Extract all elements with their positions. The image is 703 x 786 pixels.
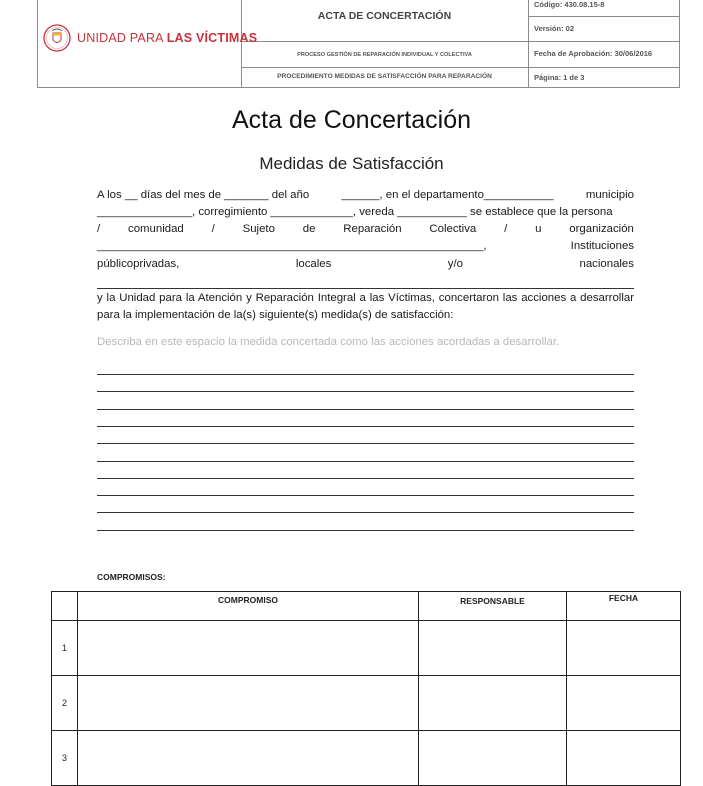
line-segment: y/o [447,258,463,270]
writing-line[interactable] [97,495,634,496]
paragraph-line [97,187,634,204]
writing-line[interactable] [97,512,634,513]
responsable-cell[interactable] [419,676,567,731]
line-segment: _______________, corregimiento _____________, vereda ___________ se establece que la persona [97,206,613,218]
header-divider [528,0,529,87]
paragraph-line [97,256,634,273]
line-segment: organización [569,223,634,235]
description-placeholder[interactable]: Describa en este espacio la medida concertada como las acciones acordadas a desarrollar. [97,336,560,348]
logo-text-part1: UNIDAD PARA [77,31,164,45]
header-process: PROCESO GESTIÓN DE REPARACIÓN INDIVIDUAL Y COLECTIVA [297,52,472,58]
header-procedure: PROCEDIMIENTO MEDIDAS DE SATISFACCIÓN PARA REPARACIÓN [277,73,492,80]
responsable-cell[interactable] [419,621,567,676]
writing-line[interactable] [97,478,634,479]
table-row [52,731,681,786]
line-segment: Instituciones [570,240,634,252]
paragraph-line [97,238,634,255]
table-header-row [52,592,681,621]
fecha-cell[interactable] [567,676,681,731]
line-segment: Colectiva [429,223,477,235]
row-number: 2 [52,676,78,731]
line-segment: municipio [585,189,634,201]
column-header-responsable: RESPONSABLE [419,592,567,621]
index-column-header [52,592,78,621]
line-segment: públicoprivadas, [97,258,180,270]
logo-text-part2: LAS VÍCTIMAS [166,31,258,45]
line-segment: / [504,223,508,235]
writing-line[interactable] [97,409,634,410]
header-doc-title: ACTA DE CONCERTACIÓN [317,10,452,22]
document-subtitle: Medidas de Satisfacción [259,154,444,173]
line-segment: ______, en el departamento___________ [341,189,554,201]
compromiso-cell[interactable] [78,676,419,731]
paragraph-line [97,204,634,221]
header-divider [241,41,679,42]
line-segment: Reparación [343,223,402,235]
line-segment: locales [295,258,332,270]
header-page-number: Página: 1 de 3 [534,73,585,82]
line-segment: A los __ días del mes de _______ del año [97,189,310,201]
compromiso-cell[interactable] [78,731,419,786]
table-row [52,676,681,731]
writing-line[interactable] [97,374,634,375]
header-code: Código: 430.08.15-8 [534,0,605,9]
line-segment: Sujeto [242,223,275,235]
compromisos-label: COMPROMISOS: [97,572,166,582]
paragraph-line [97,221,634,238]
writing-line[interactable] [97,461,634,462]
compromisos-table [51,591,681,786]
unidad-victimas-logo [42,23,258,53]
header-divider [241,67,679,68]
line-segment: de [302,223,316,235]
writing-line[interactable] [97,391,634,392]
header-version: Versión: 02 [534,24,575,33]
compromiso-cell[interactable] [78,621,419,676]
header-approval-date: Fecha de Aprobación: 30/06/2016 [534,49,653,58]
fecha-cell[interactable] [567,621,681,676]
writing-line[interactable] [97,426,634,427]
writing-line[interactable] [97,443,634,444]
intro-paragraph [97,187,634,273]
row-number: 3 [52,731,78,786]
table-row [52,621,681,676]
document-title: Acta de Concertación [231,106,472,134]
coat-of-arms-icon [42,23,72,53]
document-header [37,0,680,88]
responsable-cell[interactable] [419,731,567,786]
line-segment: _____________________________________________________________, [97,240,487,252]
paragraph-end: y la Unidad para la Atención y Reparación Integral a las Víctimas, concertaron las acciones a desarrollar para la implementación de la(s) siguiente(s) medida(s) de satisfacción: [97,292,634,321]
header-divider [528,16,679,17]
writing-line[interactable] [97,530,634,531]
column-header-fecha: FECHA [567,592,681,621]
column-header-compromiso: COMPROMISO [78,592,419,621]
line-segment: nacionales [579,258,634,270]
fecha-cell[interactable] [567,731,681,786]
line-segment: u [535,223,542,235]
line-segment: / [97,223,101,235]
blank-fill-line[interactable] [97,288,634,289]
line-segment: comunidad [128,223,184,235]
line-segment: / [211,223,215,235]
row-number: 1 [52,621,78,676]
